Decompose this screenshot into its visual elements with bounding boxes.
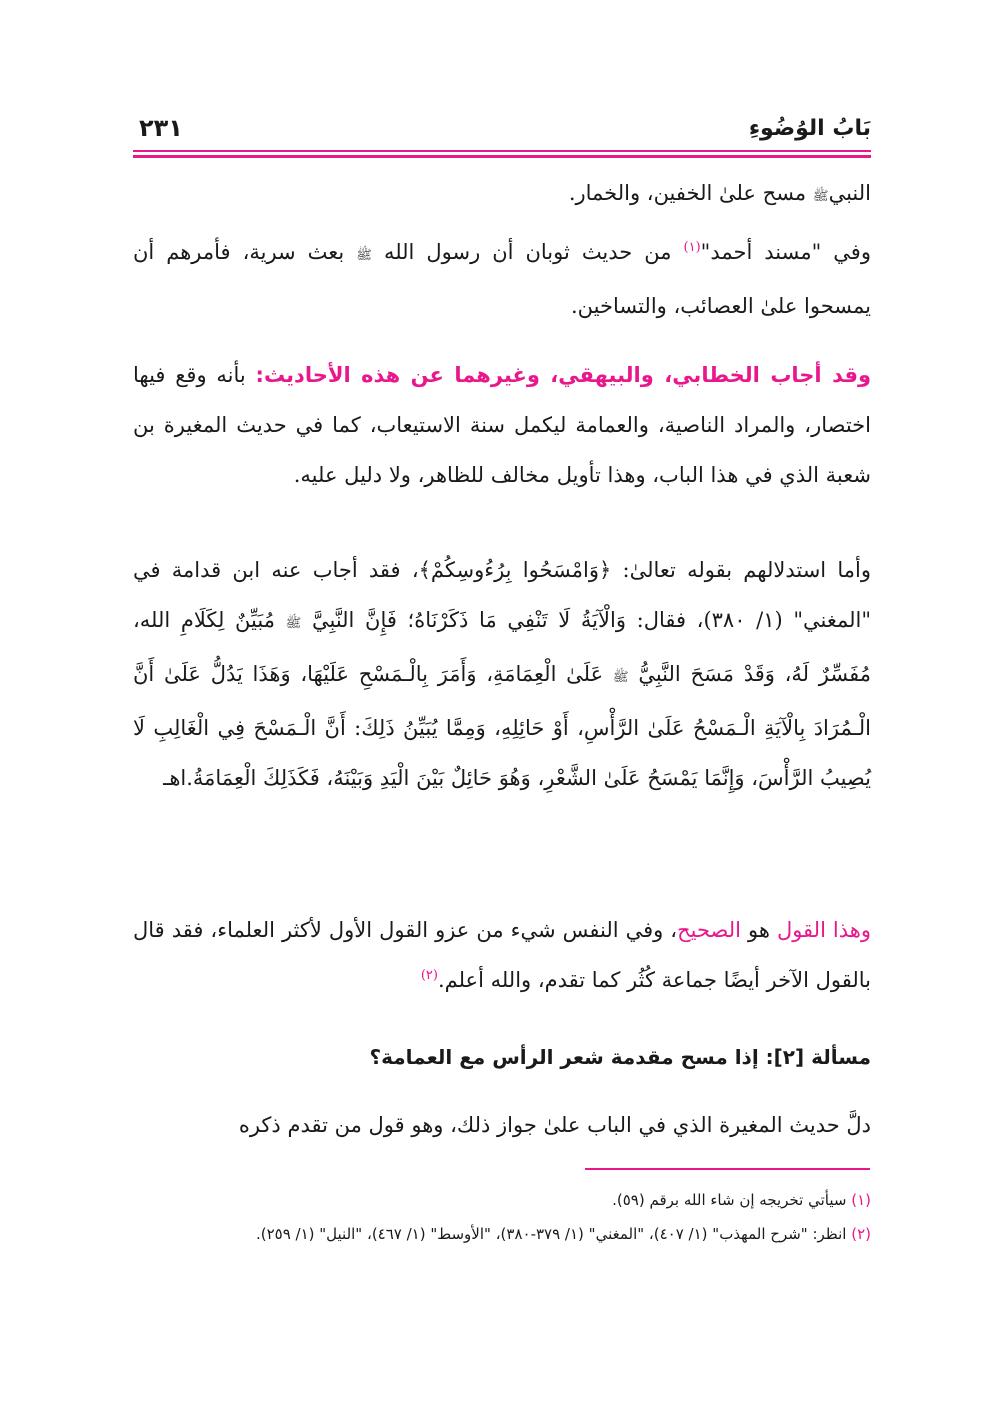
honorific-glyph: ﷺ <box>612 670 629 685</box>
page-header <box>133 112 871 146</box>
p5-text-a: هو <box>740 918 777 942</box>
header-rule-thick <box>133 155 871 158</box>
honorific-glyph: ﷺ <box>356 248 372 263</box>
p4-text-a: وأما استدلالهم بقوله تعالىٰ: ﴿وَامْسَحُوا بِرُءُوسِكُمْ﴾، فقد أجاب عنه ابن قدامة في "المغني" (١/ ٣٨٠)، فقال: وَالْآيَةُ لَا تَنْفِي مَا ذَكَرْنَاهُ؛ فَإِنَّ النَّبِيَّ <box>133 558 872 632</box>
footnotes <box>133 1186 871 1254</box>
p1-text-a: النبي <box>828 181 871 205</box>
paragraph-6: دلَّ حديث المغيرة الذي في الباب علىٰ جواز ذلك، وهو قول من تقدم ذكره <box>238 1113 871 1137</box>
honorific-glyph: ﷺ <box>812 189 829 204</box>
p5-lead: وهذا القول <box>776 918 871 942</box>
paragraph-3 <box>133 350 871 500</box>
chapter-title: بَابُ الوُضُوءِ <box>748 116 871 141</box>
p5-sahih: الصحيح <box>677 918 741 942</box>
p5-text-b: ، وفي النفس شيء من عزو القول الأول لأكثر العلماء، فقد قال بالقول الآخر أيضًا جماعة كُثُر كما تقدم، والله أعلم. <box>133 918 871 992</box>
question-heading: مسألة [٢]: إذا مسح مقدمة شعر الرأس مع العمامة؟ <box>369 1045 871 1069</box>
footnote-ref-1[interactable]: (١) <box>683 240 701 255</box>
paragraph-5 <box>133 905 871 1005</box>
p2-text-c: بعث سرية، فأمرهم أن يمسحوا علىٰ العصائب، والتساخين. <box>133 240 871 318</box>
paragraph-2 <box>133 227 871 331</box>
p1-text-b: مسح علىٰ الخفين، والخمار. <box>568 181 813 205</box>
footnote-text: انظر: "شرح المهذب" (١/ ٤٠٧)، "المغني" (١/ ٣٧٩-٣٨٠)، "الأوسط" (١/ ٤٦٧)، "النيل" (١/ ٢٥٩). <box>255 1225 852 1243</box>
paragraph-4 <box>133 545 871 803</box>
footnote-text: سيأتي تخريجه إن شاء الله برقم (٥٩). <box>612 1191 852 1209</box>
footnote-2 <box>133 1220 871 1248</box>
header-rule-thin <box>133 150 871 152</box>
p2-text-b: من حديث ثوبان أن رسول الله <box>383 240 684 264</box>
p2-text-a: وفي "مسند أحمد" <box>700 240 871 264</box>
footnote-number: (١) <box>851 1191 871 1209</box>
p3-text: بأنه وقع فيها اختصار، والمراد الناصية، والعمامة ليكمل سنة الاستيعاب، كما في حديث المغيرة بن شعبة الذي في هذا الباب، وهذا تأويل مخالف للظاهر، ولا دليل عليه. <box>133 363 871 487</box>
page-number: ٢٣١ <box>139 114 183 142</box>
honorific-glyph: ﷺ <box>285 616 302 631</box>
p4-text-c: عَلَىٰ الْعِمَامَةِ، وَأَمَرَ بِالْـمَسْحِ عَلَيْهَا، وَهَذَا يَدُلُّ عَلَىٰ أَنَّ الْـمُرَادَ بِالْآيَةِ الْـمَسْحُ عَلَىٰ الرَّأْسِ، أَوْ حَائِلِهِ، وَمِمَّا يُبَيِّنُ ذَلِكَ: أَنَّ الْـمَسْحَ فِي الْغَالِبِ لَا يُصِيبُ الرَّأْسَ، وَإِنَّمَا يَمْسَحُ عَلَىٰ الشَّعْرِ، وَهُوَ حَائِلٌ بَيْنَ الْيَدِ وَبَيْنَهُ، فَكَذَلِكَ الْعِمَامَةُ.اهـ <box>133 662 871 790</box>
p4-text-b: مُبَيِّنٌ لِكَلَامِ الله، مُفَسِّرٌ لَهُ، وَقَدْ مَسَحَ النَّبِيُّ <box>133 608 871 686</box>
footnote-number: (٢) <box>851 1225 871 1243</box>
p3-lead: وقد أجاب الخطابي، والبيهقي، وغيرهما عن هذه الأحاديث: <box>255 363 871 387</box>
footnote-separator <box>585 1168 870 1170</box>
paragraph-1 <box>133 168 871 222</box>
footnote-1 <box>133 1186 871 1214</box>
footnote-ref-2[interactable]: (٢) <box>420 968 438 983</box>
